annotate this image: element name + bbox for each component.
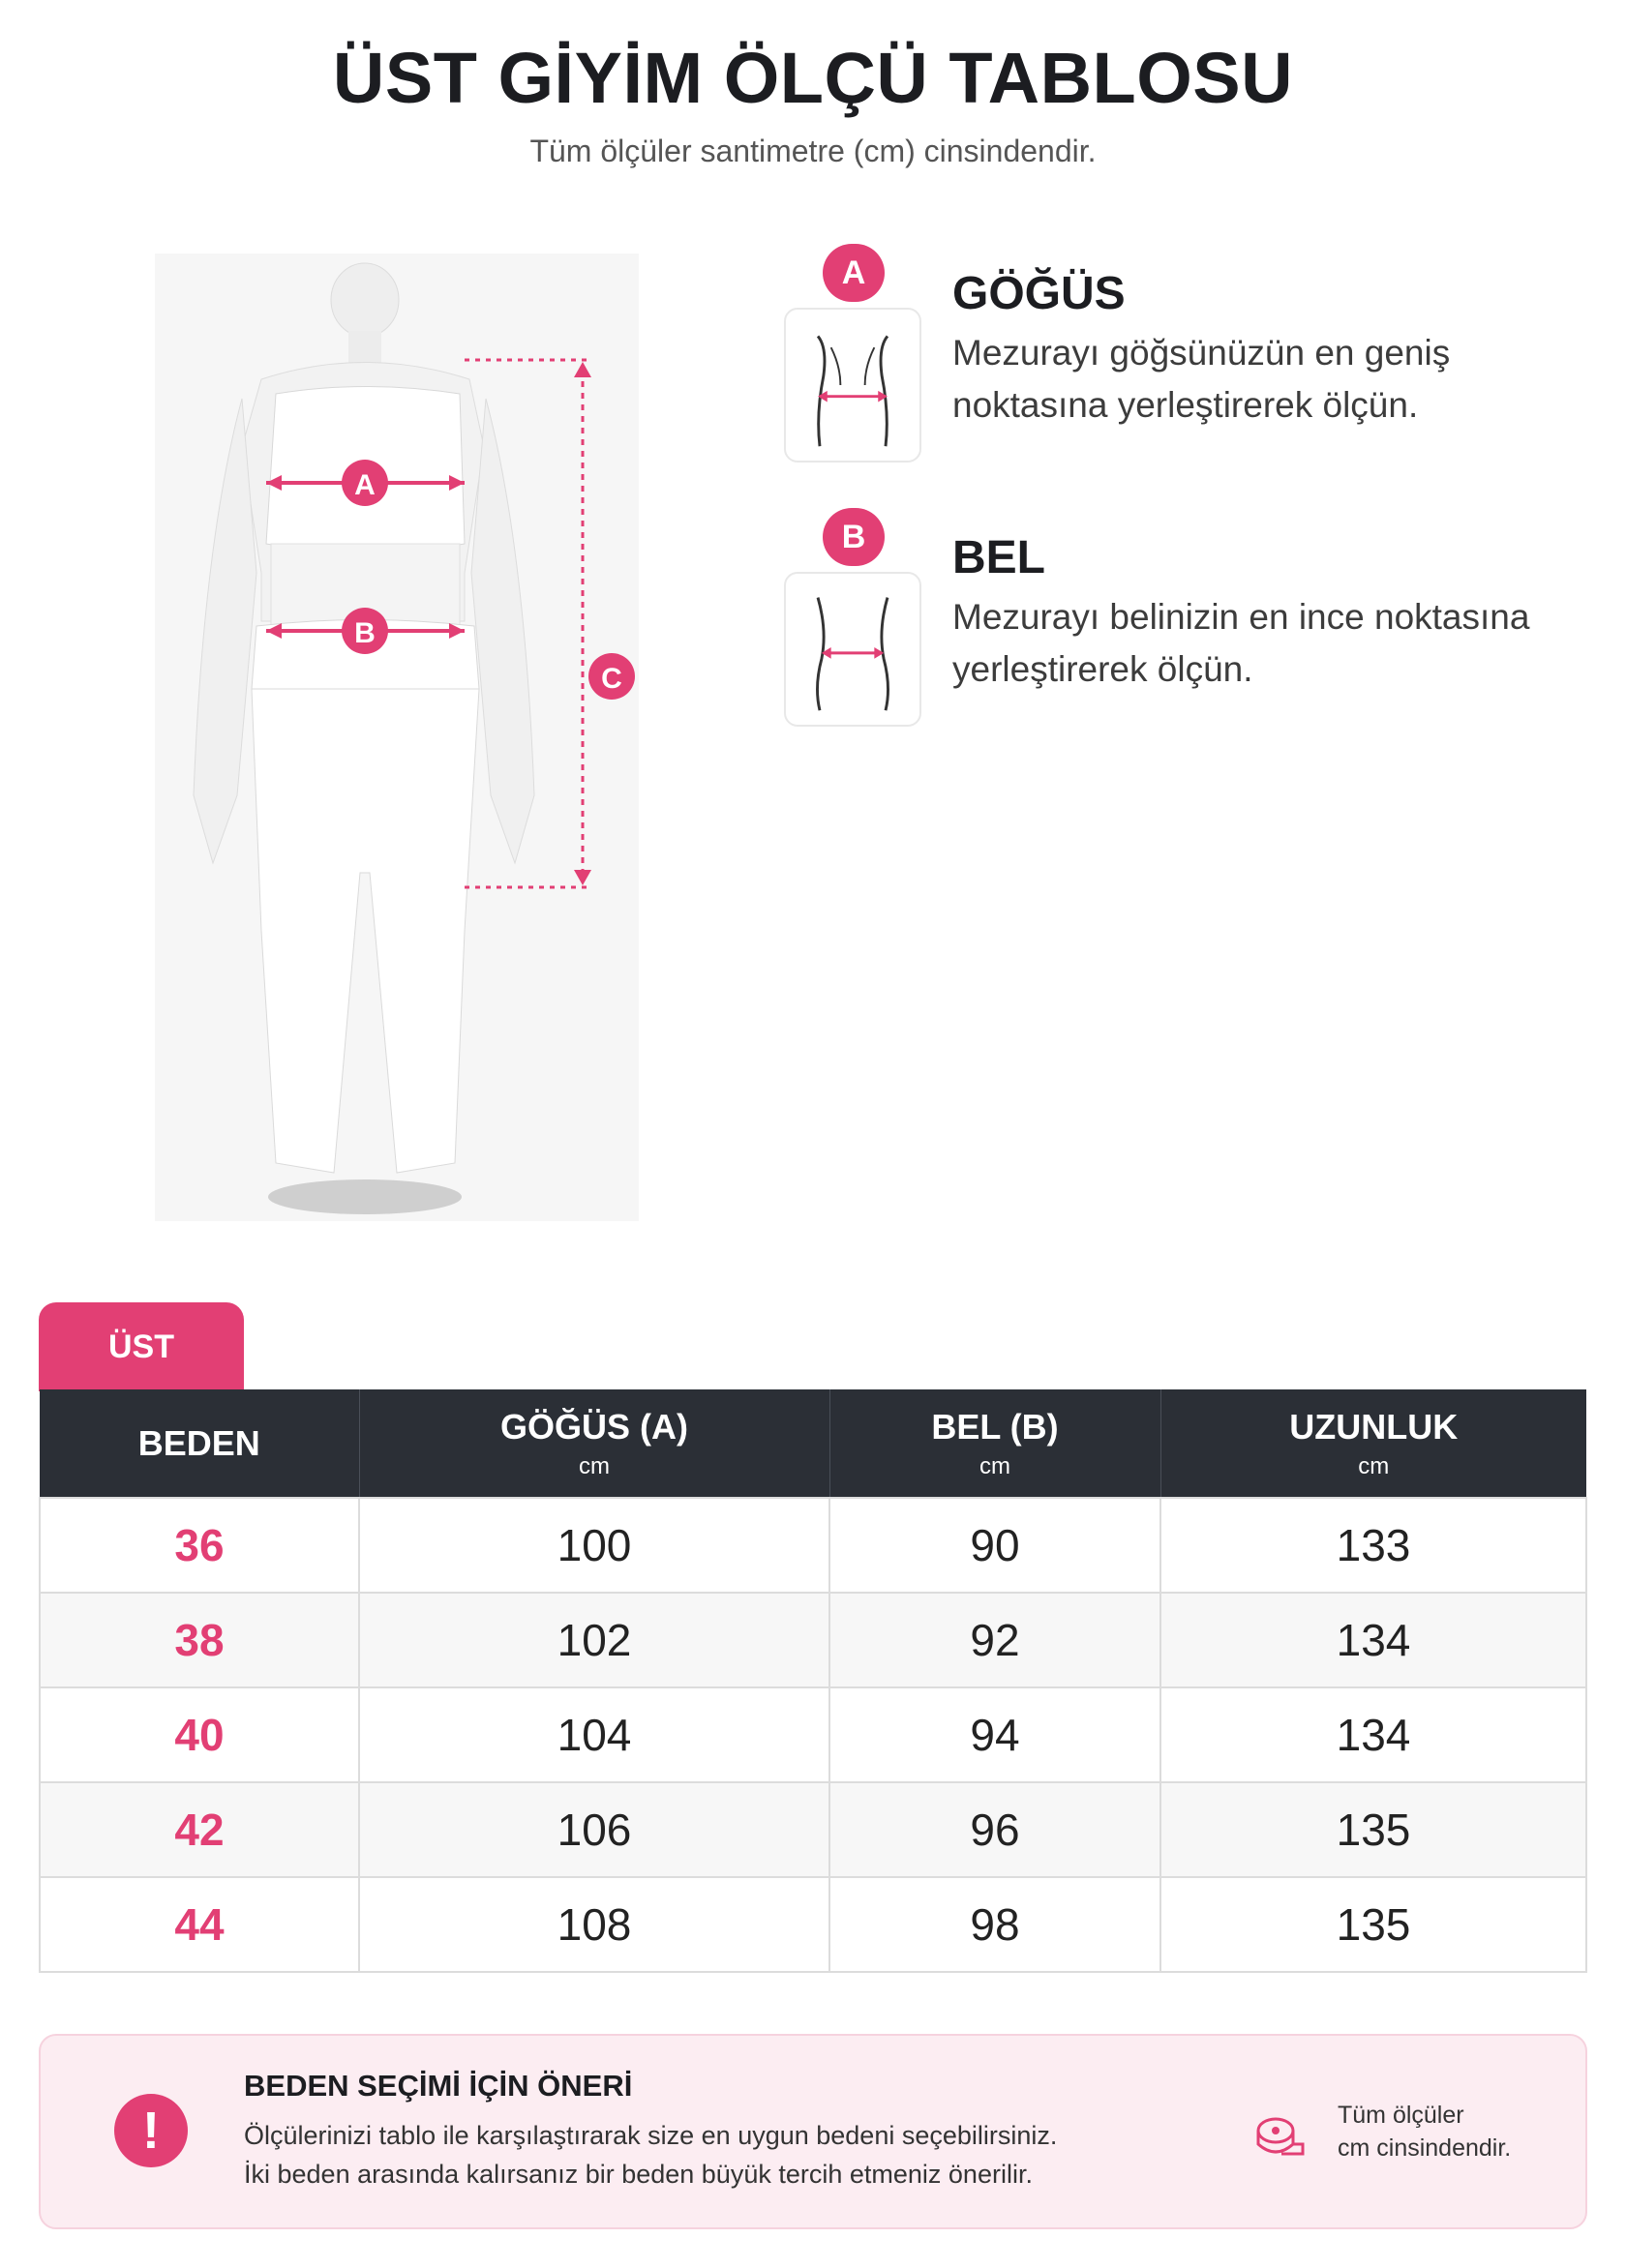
table-cell: 134	[1160, 1687, 1586, 1782]
tip-side-text: Tüm ölçüler	[1338, 2102, 1464, 2129]
column-label: BEDEN	[137, 1422, 260, 1463]
table-cell: 135	[1160, 1877, 1586, 1972]
table-cell: 92	[829, 1593, 1160, 1687]
page-title: ÜST GİYİM ÖLÇÜ TABLOSU	[332, 38, 1294, 118]
figure-label-a: A	[354, 469, 376, 501]
column-unit: cm	[979, 1452, 1010, 1479]
table-cell: 106	[359, 1782, 829, 1877]
column-label: BEL (B)	[931, 1406, 1059, 1447]
column-header-size	[40, 1389, 359, 1498]
measure-title-waist: BEL	[952, 532, 1045, 583]
tip-text: Ölçülerinizi tablo ile karşılaştırarak size en uygun bedeni seçebilirsiniz.	[244, 2121, 1058, 2150]
table-cell: 108	[359, 1877, 829, 1972]
table-header-row	[40, 1389, 1586, 1498]
measure-desc-line: Mezurayı göğsünüzün en geniş	[952, 333, 1451, 373]
measure-desc-chest	[952, 327, 1611, 432]
figure-label-b: B	[354, 617, 376, 649]
waist-measure-icon	[784, 572, 921, 727]
measure-title-chest: GÖĞÜS	[952, 268, 1126, 319]
figure-label-c: C	[601, 663, 622, 695]
size-cell: 36	[40, 1498, 359, 1593]
measure-desc-line: noktasına yerleştirerek ölçün.	[952, 385, 1419, 425]
size-cell: 40	[40, 1687, 359, 1782]
column-header-waist	[829, 1389, 1160, 1498]
column-unit: cm	[1358, 1452, 1390, 1479]
measure-badge-b: B	[823, 508, 885, 566]
column-header-length	[1160, 1389, 1586, 1498]
chest-measure-icon	[784, 308, 921, 463]
size-cell: 42	[40, 1782, 359, 1877]
size-cell: 38	[40, 1593, 359, 1687]
page-subtitle: Tüm ölçüler santimetre (cm) cinsindendir.	[529, 134, 1097, 168]
tip-text: İki beden arasında kalırsanız bir beden büyük tercih etmeniz önerilir.	[244, 2160, 1033, 2189]
table-cell: 96	[829, 1782, 1160, 1877]
column-header-chest	[359, 1389, 829, 1498]
measure-desc-line: yerleştirerek ölçün.	[952, 649, 1253, 689]
mannequin-figure	[145, 254, 648, 1221]
measuring-tape-icon	[1252, 2111, 1305, 2164]
measure-chest	[784, 244, 1597, 476]
column-unit: cm	[579, 1452, 610, 1479]
table-cell: 104	[359, 1687, 829, 1782]
measure-waist	[784, 508, 1597, 740]
column-label: UZUNLUK	[1289, 1406, 1459, 1447]
tip-side-text: cm cinsindendir.	[1338, 2134, 1512, 2162]
size-table	[39, 1389, 1587, 1973]
table-row	[40, 1593, 1586, 1687]
table-cell: 98	[829, 1877, 1160, 1972]
table-cell: 90	[829, 1498, 1160, 1593]
measure-desc-waist	[952, 591, 1611, 696]
table-cell: 102	[359, 1593, 829, 1687]
table-row	[40, 1687, 1586, 1782]
table-cell: 94	[829, 1687, 1160, 1782]
table-row	[40, 1877, 1586, 1972]
table-cell: 133	[1160, 1498, 1586, 1593]
measure-desc-line: Mezurayı belinizin en ince noktasına	[952, 597, 1530, 637]
table-cell: 100	[359, 1498, 829, 1593]
column-label: GÖĞÜS (A)	[500, 1406, 688, 1447]
tip-title: BEDEN SEÇİMİ İÇİN ÖNERİ	[244, 2069, 633, 2103]
measure-badge-a: A	[823, 244, 885, 302]
table-cell: 134	[1160, 1593, 1586, 1687]
table-row	[40, 1782, 1586, 1877]
tab-ust[interactable]: ÜST	[39, 1302, 244, 1391]
table-cell: 135	[1160, 1782, 1586, 1877]
size-tip-box	[39, 2034, 1587, 2229]
warning-icon: !	[114, 2094, 188, 2167]
size-cell: 44	[40, 1877, 359, 1972]
table-row	[40, 1498, 1586, 1593]
